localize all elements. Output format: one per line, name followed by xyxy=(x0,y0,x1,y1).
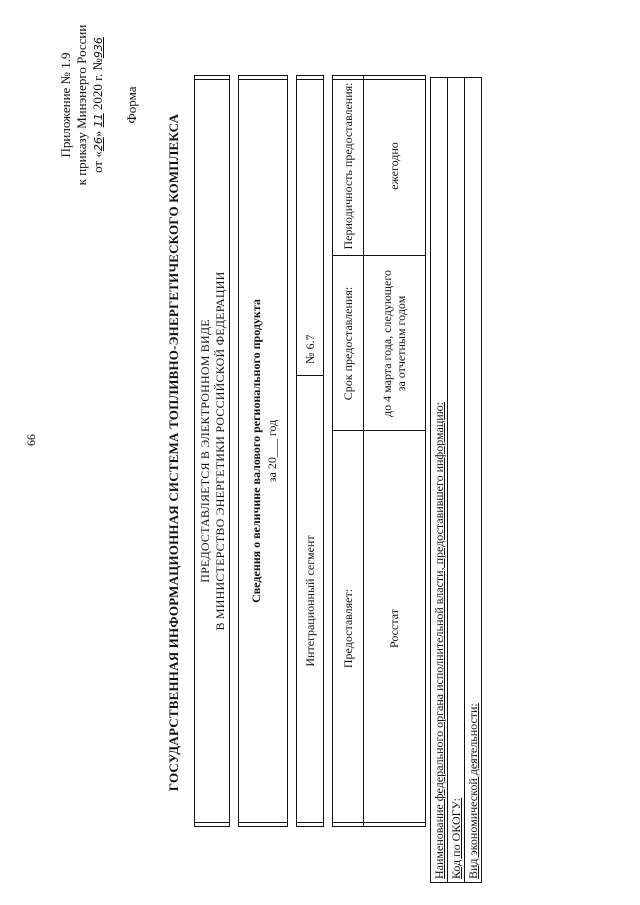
table-header-periodicity: Периодичность предоставления: xyxy=(341,82,355,250)
form-label: Форма xyxy=(124,86,139,124)
appendix-header xyxy=(58,20,107,190)
appendix-order-ref: к приказу Минэнерго России xyxy=(74,24,89,186)
appendix-date-line: от «26» 11 2020 г. №936 xyxy=(90,37,105,173)
table-cell-provider: Росстат xyxy=(387,609,401,648)
footer-activity: Вид экономической деятельности: xyxy=(466,703,480,879)
provided-electronic-box xyxy=(194,75,230,827)
info-title-box xyxy=(238,75,288,827)
segment-label: Интеграционный сегмент xyxy=(303,535,317,667)
info-period: за 20___ год xyxy=(265,419,279,483)
provided-line-1: ПРЕДОСТАВЛЯЕТСЯ В ЭЛЕКТРОННОМ ВИДЕ xyxy=(198,319,212,583)
table-cell-periodicity: ежегодно xyxy=(387,142,401,190)
footer-org-name: Наименование федерального органа исполнительной власти, предоставившего информацию: xyxy=(432,402,446,879)
footer-left-rule xyxy=(430,882,482,883)
info-title: Сведения о величине валового регионального продукта xyxy=(249,299,263,603)
appendix-month: 11 xyxy=(92,113,105,128)
integration-segment-box xyxy=(296,75,324,827)
table-header-provider: Предоставляет: xyxy=(341,588,355,669)
appendix-number: Приложение № 1.9 xyxy=(58,52,73,158)
footer-bottom-rule xyxy=(481,77,482,883)
provided-line-2: В МИНИСТЕРСТВО ЭНЕРГЕТИКИ РОССИЙСКОЙ ФЕДЕРАЦИИ xyxy=(213,271,227,631)
appendix-order-number: 936 xyxy=(92,37,105,59)
footer-row-rule xyxy=(447,77,448,883)
appendix-day: 26 xyxy=(92,137,105,152)
footer-fields xyxy=(430,77,482,883)
footer-right-rule xyxy=(430,77,482,78)
table-cell-deadline: до 4 марта года, следующего за отчетным годом xyxy=(380,270,408,417)
page-number: 66 xyxy=(24,434,38,446)
footer-top-rule xyxy=(430,77,431,883)
table-header-deadline: Срок предоставления: xyxy=(341,286,355,401)
footer-okogu: Код по ОКОГУ: xyxy=(449,798,463,879)
footer-row-rule xyxy=(464,77,465,883)
main-title: ГОСУДАРСТВЕННАЯ ИНФОРМАЦИОННАЯ СИСТЕМА ТОПЛИВНО-ЭНЕРГЕТИЧЕСКОГО КОМПЛЕКСА xyxy=(166,113,181,792)
segment-number: № 6.7 xyxy=(303,334,317,364)
submission-table xyxy=(332,75,426,827)
